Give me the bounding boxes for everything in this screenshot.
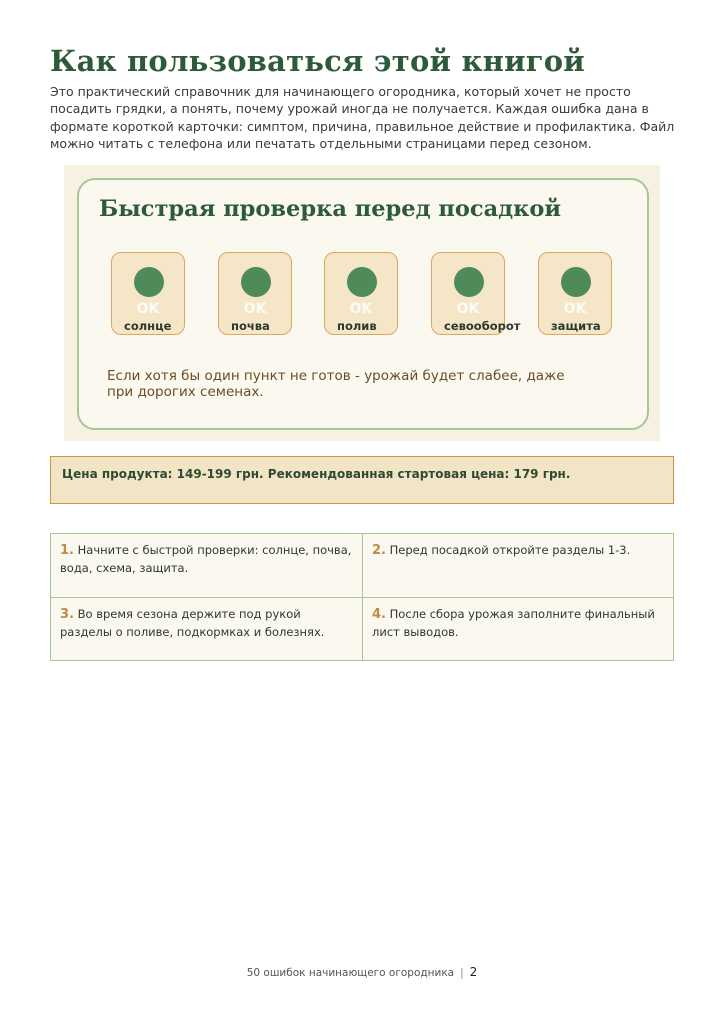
step-number: 2. bbox=[372, 543, 386, 558]
step-text: Во время сезона держите под рукой разделы о поливе, подкормках и болезнях. bbox=[60, 607, 325, 639]
steps-grid bbox=[50, 533, 674, 661]
status-dot-icon bbox=[347, 267, 377, 297]
page-footer bbox=[0, 965, 724, 979]
step-card bbox=[362, 597, 674, 660]
check-item-watering bbox=[324, 252, 398, 335]
check-status: OK bbox=[563, 301, 587, 317]
price-text: Цена продукта: 149-199 грн. Рекомендованная стартовая цена: 179 грн. bbox=[62, 467, 571, 481]
quick-check-title: Быстрая проверка перед посадкой bbox=[99, 196, 562, 222]
footer-separator: | bbox=[460, 967, 464, 979]
check-label: солнце bbox=[124, 319, 172, 333]
intro-paragraph: Это практический справочник для начинающего огородника, который хочет не просто посадить грядки, а понять, почему урожай иногда не получается. Каждая ошибка дана в формате короткой карточки: симптом, причина, правильное действие и профилактика. Файл можно читать с телефона или печатать отдельными страницами перед сезоном. bbox=[50, 84, 675, 151]
step-text: После сбора урожая заполните финальный лист выводов. bbox=[372, 607, 655, 639]
page-title: Как пользоваться этой книгой bbox=[50, 44, 586, 78]
step-number: 4. bbox=[372, 607, 386, 622]
check-item-sun bbox=[111, 252, 185, 335]
check-status: OK bbox=[136, 301, 160, 317]
status-dot-icon bbox=[561, 267, 591, 297]
check-status: OK bbox=[243, 301, 267, 317]
quick-check-panel bbox=[64, 165, 660, 441]
step-number: 1. bbox=[60, 543, 74, 558]
check-item-protection bbox=[538, 252, 612, 335]
check-note: Если хотя бы один пункт не готов - урожай будет слабее, даже при дорогих семенах. bbox=[107, 368, 565, 400]
check-label: почва bbox=[231, 319, 270, 333]
step-number: 3. bbox=[60, 607, 74, 622]
status-dot-icon bbox=[241, 267, 271, 297]
check-label: полив bbox=[337, 319, 377, 333]
check-status: OK bbox=[349, 301, 373, 317]
step-text: Перед посадкой откройте разделы 1-3. bbox=[389, 543, 631, 557]
check-item-soil bbox=[218, 252, 292, 335]
quick-check-card bbox=[77, 178, 649, 430]
page-number: 2 bbox=[469, 965, 478, 979]
step-card bbox=[362, 534, 674, 597]
step-text: Начните с быстрой проверки: солнце, почва, вода, схема, защита. bbox=[60, 543, 352, 575]
step-card bbox=[51, 534, 363, 597]
step-card bbox=[51, 597, 363, 660]
check-label: защита bbox=[551, 319, 601, 333]
price-box bbox=[50, 456, 674, 504]
status-dot-icon bbox=[134, 267, 164, 297]
check-item-rotation bbox=[431, 252, 521, 335]
status-dot-icon bbox=[454, 267, 484, 297]
check-status: OK bbox=[456, 301, 480, 317]
footer-book-title: 50 ошибок начинающего огородника bbox=[246, 967, 455, 979]
check-label: севооборот bbox=[444, 319, 521, 333]
